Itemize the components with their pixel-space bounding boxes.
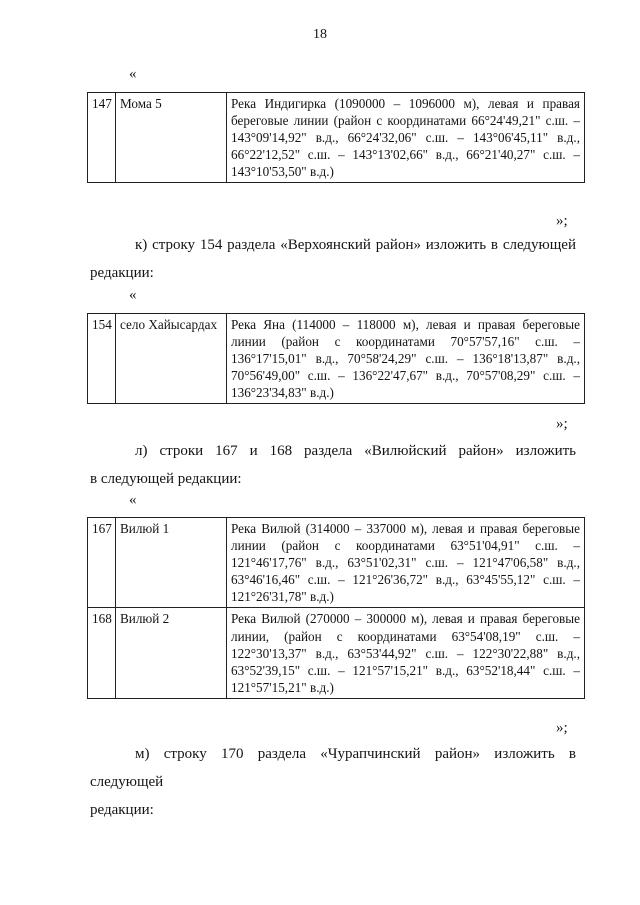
- table-row: [88, 518, 585, 608]
- row-description: Река Яна (114000 – 118000 м), левая и правая береговые линии (район с координатами 70°57'57,16" с.ш. – 136°17'15,01" в.д., 70°58'24,29" с.ш. – 136°18'13,87" в.д., 70°56'49,00" с.ш. – 136°22'47,67" в.д., 70°57'08,29" с.ш. – 136°23'34,83" в.д.): [227, 314, 585, 404]
- row-name: Вилюй 1: [116, 518, 227, 608]
- paragraph-continuation: редакции:: [90, 802, 154, 818]
- quote-close: »;: [556, 213, 568, 229]
- row-name: Мома 5: [116, 93, 227, 183]
- paragraph-continuation: в следующей редакции:: [90, 471, 242, 487]
- row-number: 154: [88, 314, 116, 404]
- quote-close: »;: [556, 416, 568, 432]
- paragraph-first-line: м) строку 170 раздела «Чурапчинский район» изложить в следующей: [90, 746, 576, 790]
- table-row-154: [87, 313, 585, 404]
- amendment-paragraph-k: [90, 231, 576, 287]
- quote-close: »;: [556, 720, 568, 736]
- table-row: [88, 314, 585, 404]
- row-description: Река Индигирка (1090000 – 1096000 м), левая и правая береговые линии (район с координатами 66°24'49,21" с.ш. – 143°09'14,92" в.д., 66°24'32,06" с.ш. – 143°06'45,11" в.д., 66°22'12,52" с.ш. – 143°13'02,66" в.д., 66°21'40,27" с.ш. – 143°10'53,50" в.д.): [227, 93, 585, 183]
- row-number: 167: [88, 518, 116, 608]
- quote-open: «: [129, 492, 137, 508]
- quote-open: «: [129, 287, 137, 303]
- row-number: 147: [88, 93, 116, 183]
- row-name: село Хайысардах: [116, 314, 227, 404]
- amendment-paragraph-l: [90, 437, 576, 493]
- table-row: [88, 93, 585, 183]
- paragraph-first-line: к) строку 154 раздела «Верхоянский район» изложить в следующей: [135, 237, 576, 253]
- quote-open: «: [129, 66, 137, 82]
- row-description: Река Вилюй (314000 – 337000 м), левая и правая береговые линии (район с координатами 63°51'04,91" с.ш. – 121°46'17,76" в.д., 63°51'02,31" с.ш. – 121°47'06,58" в.д., 63°46'16,46" с.ш. – 121°26'36,72" в.д., 63°45'55,12" с.ш. – 121°26'31,78" в.д.): [227, 518, 585, 608]
- row-name: Вилюй 2: [116, 608, 227, 698]
- row-number: 168: [88, 608, 116, 698]
- paragraph-first-line: л) строки 167 и 168 раздела «Вилюйский район» изложить: [135, 443, 576, 459]
- paragraph-continuation: редакции:: [90, 265, 154, 281]
- page-number: 18: [313, 27, 327, 42]
- table-row: [88, 608, 585, 698]
- row-description: Река Вилюй (270000 – 300000 м), левая и правая береговые линии, (район с координатами 63°54'08,19" с.ш. – 122°30'13,37" в.д., 63°53'44,92" с.ш. – 122°30'22,88" в.д., 63°52'39,15" с.ш. – 121°57'15,21" в.д., 63°52'18,44" с.ш. – 121°57'15,21" в.д.): [227, 608, 585, 698]
- amendment-paragraph-m: [90, 740, 576, 824]
- table-row-147: [87, 92, 585, 183]
- table-rows-167-168: [87, 517, 585, 699]
